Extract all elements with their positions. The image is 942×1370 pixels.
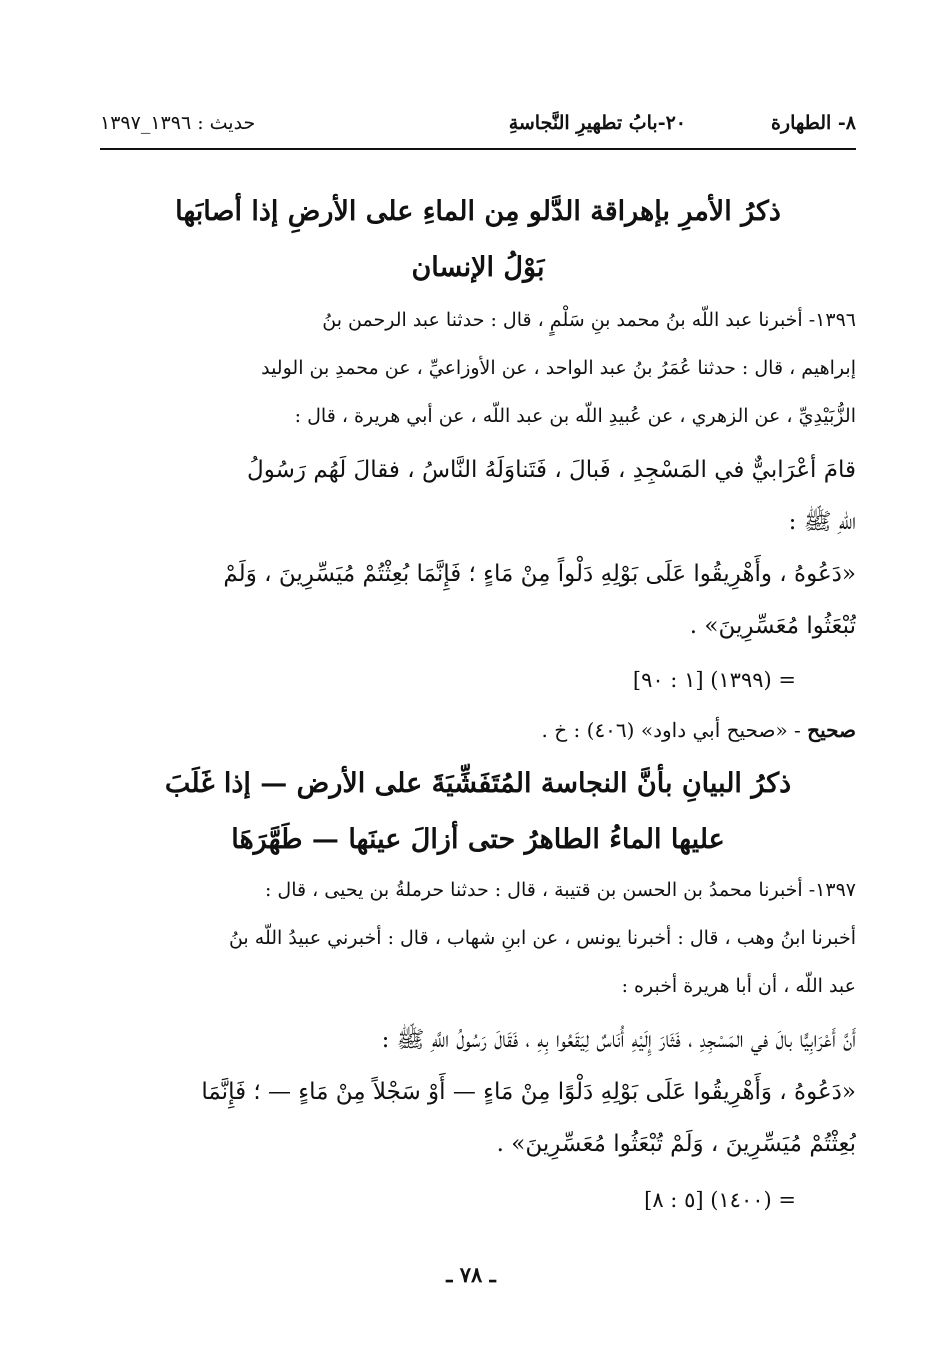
running-header: [100, 112, 856, 142]
text-line: ١٣٩٧- أخبرنا محمدُ بن الحسن بن قتيبة ، قال : حدثنا حرملةُ بن يحيى ، قال :: [264, 879, 856, 901]
text-line: اللّهِ ﷺ :: [788, 509, 856, 535]
header-divider: [100, 148, 856, 150]
section-1-reference: [100, 660, 856, 700]
section-2-heading: [100, 756, 856, 868]
text-line: «دَعُوهُ ، وأَهْرِيقُوا عَلَى بَوْلِهِ دَلْواً مِنْ مَاءٍ ؛ فَإِنَّمَا بُعِثْتُمْ مُيَسِّرِينَ ، وَلَمْ: [223, 561, 856, 587]
hadith-range: حديث : ١٣٩٦_١٣٩٧: [100, 112, 256, 134]
section-2-isnad: [100, 866, 856, 1010]
text-line: إبراهيم ، قال : حدثنا عُمَرُ بنُ عبد الواحد ، عن الأوزاعيِّ ، عن محمدِ بن الوليد: [261, 357, 856, 379]
heading-line: بَوْلُ الإنسان: [411, 252, 545, 283]
section-1-isnad: [100, 296, 856, 440]
text-line: «دَعُوهُ ، وَأَهْرِيقُوا عَلَى بَوْلِهِ دَلْوًا مِنْ مَاءٍ — أَوْ سَجْلاً مِنْ مَاءٍ — ؛ فَإِنَّمَا: [201, 1079, 856, 1105]
section-2-matn: [100, 1014, 856, 1170]
text-line: تُبْعَثُوا مُعَسِّرِينَ» .: [689, 613, 856, 639]
section-title: ٢٠-بابُ تطهيرِ النَّجاسةِ: [508, 112, 686, 134]
text-line: أَنَّ أَعْرَابِيًّا بالَ في المَسْجِدِ ، فَثَارَ إِلَيْهِ أُنَاسٌ لِيَقَعُوا بِهِ ، فَقَالَ رَسُولُ اللَّهِ ﷺ :: [381, 1027, 856, 1053]
heading-line: ذكرُ البيانِ بأنَّ النجاسة المُتَفَشِّيَةَ على الأرض — إذا غَلَبَ: [164, 768, 792, 799]
grade-source: - «صحيح أبي داود» (٤٠٦) : خ .: [541, 718, 808, 742]
heading-line: ذكرُ الأمرِ بإهراقة الدَّلو مِن الماءِ على الأرضِ إذا أصابَها: [175, 196, 781, 227]
text-line: الزُّبَيْدِيِّ ، عن الزهري ، عن عُبيدِ اللّه بن عبد اللّه ، عن أبي هريرة ، قال :: [294, 405, 856, 427]
heading-line: عليها الماءُ الطاهرُ حتى أزالَ عينَها — طَهَّرَهَا: [231, 824, 725, 855]
chapter-title: ٨- الطهارة: [770, 112, 856, 134]
text-line: بُعِثْتُمْ مُيَسِّرِينَ ، وَلَمْ تُبْعَثُوا مُعَسِّرِينَ» .: [496, 1131, 856, 1157]
cross-reference: = (١٣٩٩) [١ : ٩٠]: [632, 668, 796, 692]
cross-reference: = (١٤٠٠) [٥ : ٨]: [644, 1188, 796, 1212]
page-number: ـ ٧٨ ـ: [446, 1262, 496, 1287]
text-line: ١٣٩٦- أخبرنا عبد اللّه بنُ محمد بنِ سَلْمٍ ، قال : حدثنا عبد الرحمن بنُ: [322, 309, 856, 331]
section-2-reference: [100, 1180, 856, 1220]
grading-line: [100, 710, 856, 750]
text-line: قامَ أعْرَابيٌّ في المَسْجِدِ ، فَبالَ ، فَتَناوَلَهُ النَّاسُ ، فقالَ لَهُم رَسُولُ: [247, 457, 856, 483]
text-line: أخبرنا ابنُ وهب ، قال : أخبرنا يونس ، عن ابنِ شهاب ، قال : أخبرني عبيدُ اللّه بنُ: [228, 927, 856, 949]
section-1-matn: [100, 444, 856, 652]
grade-label: صحيح: [807, 718, 856, 742]
text-line: عبد اللّه ، أن أبا هريرة أخبره :: [621, 975, 856, 997]
section-1-grading: [100, 710, 856, 750]
section-1-heading: [100, 184, 856, 296]
